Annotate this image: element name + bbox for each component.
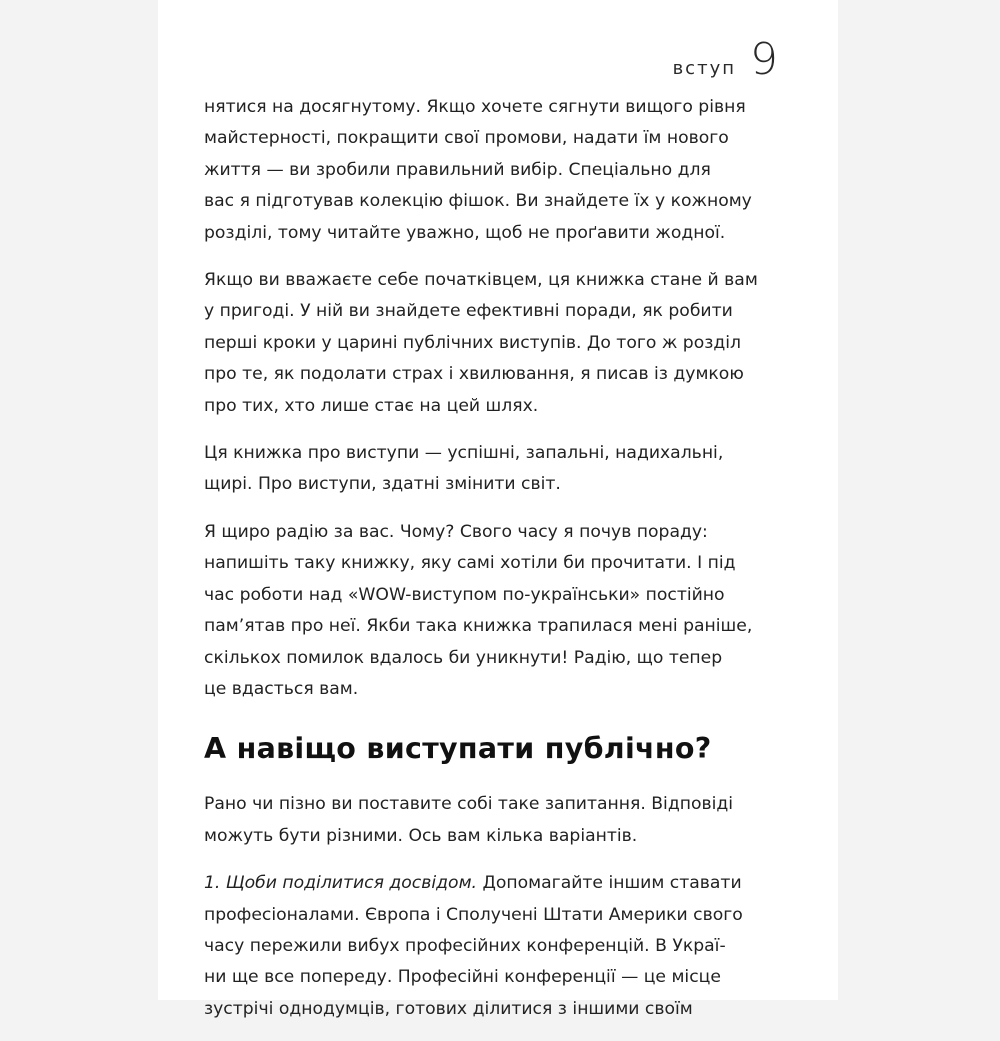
text-line: щирі. Про виступи, здатні змінити світ.	[204, 474, 561, 495]
text-line: про тих, хто лише стає на цей шлях.	[204, 395, 539, 416]
text-line: у пригоді. У ній ви знайдете ефективні поради, як робити	[204, 301, 733, 322]
page-number: 9	[750, 34, 778, 85]
text-line: Якщо ви вважаєте себе початківцем, ця книжка стане й вам	[204, 270, 758, 291]
text-line: часу пережили вибух професійних конференцій. В Украї-	[204, 935, 726, 956]
text-line: це вдасться вам.	[204, 678, 359, 699]
list-item	[204, 868, 743, 1025]
text-line: зустрічі однодумців, готових ділитися з іншими своїм	[204, 998, 693, 1019]
text-line: напишіть таку книжку, яку самі хотіли би прочитати. І під	[204, 553, 736, 574]
text-line: скількох помилок вдалось би уникнути! Радію, що тепер	[204, 647, 723, 668]
text-line: пам’ятав про неї. Якби така книжка трапилася мені раніше,	[204, 616, 753, 637]
text-line: про те, як подолати страх і хвилювання, я писав із думкою	[204, 364, 744, 385]
text-line	[204, 868, 742, 899]
running-head	[672, 34, 778, 85]
book-page	[158, 0, 838, 1019]
text-line: розділі, тому читайте уважно, щоб не проґавити жодної.	[204, 222, 726, 243]
text-line: можуть бути різними. Ось вам кілька варіантів.	[204, 825, 638, 846]
list-item-lead: 1. Щоби поділитися досвідом.	[204, 873, 477, 894]
text-line: професіоналами. Європа і Сполучені Штати Америки свого	[204, 904, 743, 925]
text-line: життя — ви зробили правильний вибір. Спеціально для	[204, 159, 711, 180]
paragraph	[204, 517, 753, 705]
body-text	[204, 92, 758, 1041]
text-line: майстерності, покращити свої промови, надати їм нового	[204, 128, 729, 149]
text-line: перші кроки у царині публічних виступів. До того ж розділ	[204, 332, 742, 353]
list-item-first-line-rest: Допомагайте іншим ставати	[477, 873, 742, 894]
text-line: ни ще все попереду. Професійні конференції — це місце	[204, 967, 721, 988]
text-line: вас я підготував колекцію фішок. Ви знайдете їх у кожному	[204, 191, 752, 212]
text-line: Рано чи пізно ви поставите собі таке запитання. Відповіді	[204, 794, 734, 815]
paragraph	[204, 789, 734, 852]
paragraph	[204, 92, 752, 249]
text-line: час роботи над «WOW-виступом по-українськи» постійно	[204, 584, 725, 605]
text-line: нятися на досягнутому. Якщо хочете сягнути вищого рівня	[204, 97, 746, 117]
text-line: Ця книжка про виступи — успішні, запальні, надихальні,	[204, 443, 724, 464]
paragraph	[204, 438, 724, 501]
running-title: вступ	[672, 58, 736, 79]
text-line: Я щиро радію за вас. Чому? Свого часу я почув пораду:	[204, 521, 708, 542]
paragraph	[204, 265, 758, 422]
section-heading: А навіщо виступати публічно?	[204, 732, 712, 766]
